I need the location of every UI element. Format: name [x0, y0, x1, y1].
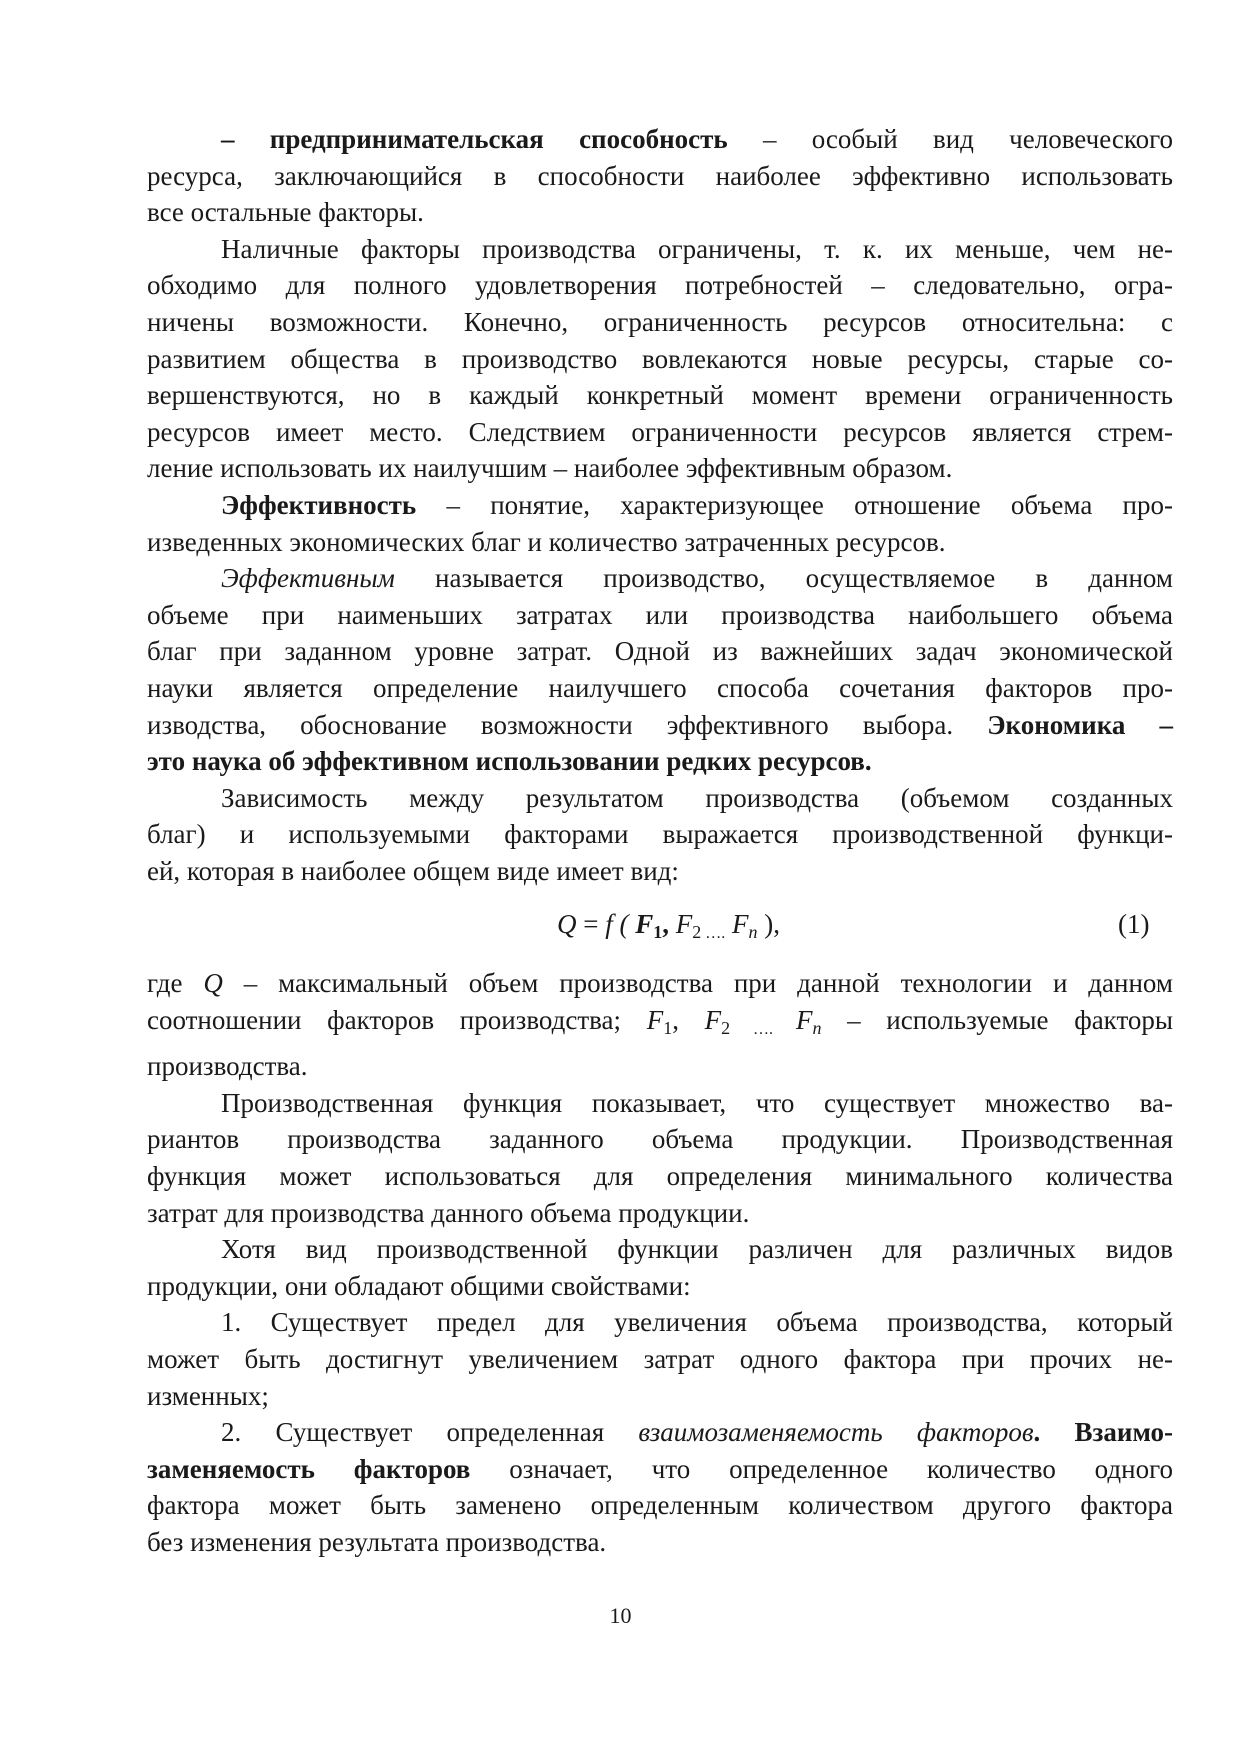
para1-line1-rest: – особый вид человеческого [727, 124, 1173, 154]
formula-Fn: F [732, 909, 749, 939]
term-economics: Экономика – [987, 709, 1174, 740]
para1-line1 [147, 121, 1173, 158]
formula-number: (1) [1118, 909, 1150, 939]
para10-line1 [147, 1414, 1173, 1451]
para6-sub2: 2 [721, 1017, 731, 1038]
formula-open: ( [612, 909, 636, 939]
para6-dots: …. [730, 1020, 796, 1038]
para6-line2-rest: – используемые факторы [821, 1004, 1174, 1035]
paragraph-efficient-production [147, 560, 1173, 780]
para10-line3: фактора может быть заменено определенным количеством другого фактора [147, 1490, 1173, 1521]
para5-line2: благ) и используемыми факторами выражается производственной функци- [147, 819, 1173, 850]
formula-F1: F [635, 909, 654, 939]
para10-line1-text: 2. Существует определенная [221, 1417, 639, 1448]
para6-line1 [147, 965, 1173, 1002]
para1-line2: ресурса, заключающийся в способности наиболее эффективно использовать [147, 160, 1173, 191]
formula-F2: F [675, 909, 693, 939]
para6-comma: , [672, 1004, 705, 1035]
list-item-1 [147, 1304, 1173, 1414]
formula-dots: …. [701, 925, 726, 942]
term-interchangeability-italic: взаимозаменяемость факторов [638, 1417, 1034, 1448]
para6-F1: F [646, 1004, 664, 1035]
para2-line4: развитием общества в производство вовлекаются новые ресурсы, старые со- [147, 343, 1173, 374]
para8-line1: Хотя вид производственной функции различен для различных видов [221, 1234, 1173, 1265]
term-efficient: Эффективным [221, 563, 395, 594]
formula-expression [557, 906, 780, 953]
para9-line1: 1. Существует предел для увеличения объема производства, который [221, 1307, 1173, 1338]
paragraph-production-function-shows [147, 1085, 1173, 1231]
para6-line1-rest: – максимальный объем производства при данной технологии и данном [222, 968, 1173, 998]
para7-line4: затрат для производства данного объема продукции. [147, 1197, 750, 1228]
text-block-top [147, 121, 1173, 889]
text-block-bottom [147, 965, 1173, 1561]
para1-line3: все остальные факторы. [147, 197, 424, 228]
para6-q: Q [203, 968, 223, 998]
para7-line2: риантов производства заданного объема продукции. Производственная [147, 1124, 1173, 1155]
para3-line1-rest: – понятие, характеризующее отношение объема про- [416, 489, 1173, 520]
para10-line2 [147, 1451, 1173, 1488]
para2-line6: ресурсов имеет место. Следствием ограниченности ресурсов является стрем- [147, 416, 1173, 447]
para5-line1: Зависимость между результатом производства (объемом созданных [221, 782, 1173, 813]
paragraph-production-dependency [147, 780, 1173, 890]
para8-line2: продукции, они обладают общими свойствами: [147, 1270, 691, 1301]
page-number: 10 [609, 1603, 632, 1628]
para3-line1 [147, 487, 1173, 524]
para4-line1 [147, 560, 1173, 597]
paragraph-entrepreneurship [147, 121, 1173, 231]
para9-line3: изменных; [147, 1380, 269, 1411]
paragraph-efficiency-definition [147, 487, 1173, 560]
para9-line2: может быть достигнут увеличением затрат одного фактора при прочих не- [147, 1343, 1173, 1374]
para10-line2-rest: означает, что определенное количество одного [470, 1453, 1173, 1484]
para6-sub1: 1 [663, 1017, 673, 1038]
para3-line2: изведенных экономических благ и количество затраченных ресурсов. [147, 526, 946, 557]
para6-line2-text: соотношении факторов производства; [147, 1004, 647, 1035]
para6-where: где [147, 968, 204, 998]
para4-line5 [147, 707, 1173, 744]
formula-close: ), [757, 909, 781, 939]
paragraph-common-properties [147, 1231, 1173, 1304]
formula-subn: n [748, 922, 758, 942]
para4-line2: объеме при наименьших затратах или производства наибольшего объема [147, 599, 1173, 630]
formula-sub1: 1 [653, 922, 663, 942]
formula-q: Q [557, 909, 577, 939]
para6-F2: F [704, 1004, 722, 1035]
para5-line3: ей, которая в наиболее общем виде имеет вид: [147, 855, 679, 886]
term-interchangeability-bold-start: . Взаимо- [1033, 1417, 1173, 1448]
production-function-formula [0, 906, 1241, 946]
term-efficiency: Эффективность [221, 489, 417, 520]
list-item-2 [147, 1414, 1173, 1560]
para6-line3: производства. [147, 1051, 308, 1082]
para4-line3: благ при заданном уровне затрат. Одной из важнейших задач экономической [147, 636, 1173, 667]
para6-Fn: F [795, 1004, 813, 1035]
para7-line1: Производственная функция показывает, что существует множество ва- [221, 1087, 1173, 1118]
formula-sub2: 2 [692, 922, 702, 942]
economics-definition: это наука об эффективном использовании редких ресурсов. [147, 746, 872, 777]
formula-comma: , [662, 909, 676, 939]
para4-line4: науки является определение наилучшего способа сочетания факторов про- [147, 672, 1173, 703]
para2-line5: вершенствуются, но в каждый конкретный момент времени ограниченность [147, 380, 1173, 411]
para2-line1: Наличные факторы производства ограничены, т. к. их меньше, чем не- [221, 233, 1173, 264]
term-interchangeability-bold-end: заменяемость факторов [147, 1453, 471, 1484]
para7-line3: функция может использоваться для определения минимального количества [147, 1160, 1173, 1191]
paragraph-limited-factors [147, 231, 1173, 487]
para2-line7: ление использовать их наилучшим – наиболее эффективным образом. [147, 453, 953, 484]
paragraph-where-q [147, 965, 1173, 1085]
para2-line2: обходимо для полного удовлетворения потребностей – следовательно, огра- [147, 270, 1173, 301]
para4-line5-text: изводства, обоснование возможности эффективного выбора. [147, 709, 988, 740]
formula-eq: = [576, 909, 606, 939]
para4-line6 [147, 743, 1173, 780]
para4-line1-rest: называется производство, осуществляемое в данном [394, 563, 1173, 594]
para6-line2 [147, 1002, 1173, 1049]
term-entrepreneurship: – предпринимательская способность [221, 124, 728, 154]
para6-subn: n [812, 1017, 822, 1038]
formula-f: f [605, 909, 613, 939]
para10-line4: без изменения результата производства. [147, 1526, 607, 1557]
para2-line3: ничены возможности. Конечно, ограниченность ресурсов относительна: с [147, 306, 1173, 337]
